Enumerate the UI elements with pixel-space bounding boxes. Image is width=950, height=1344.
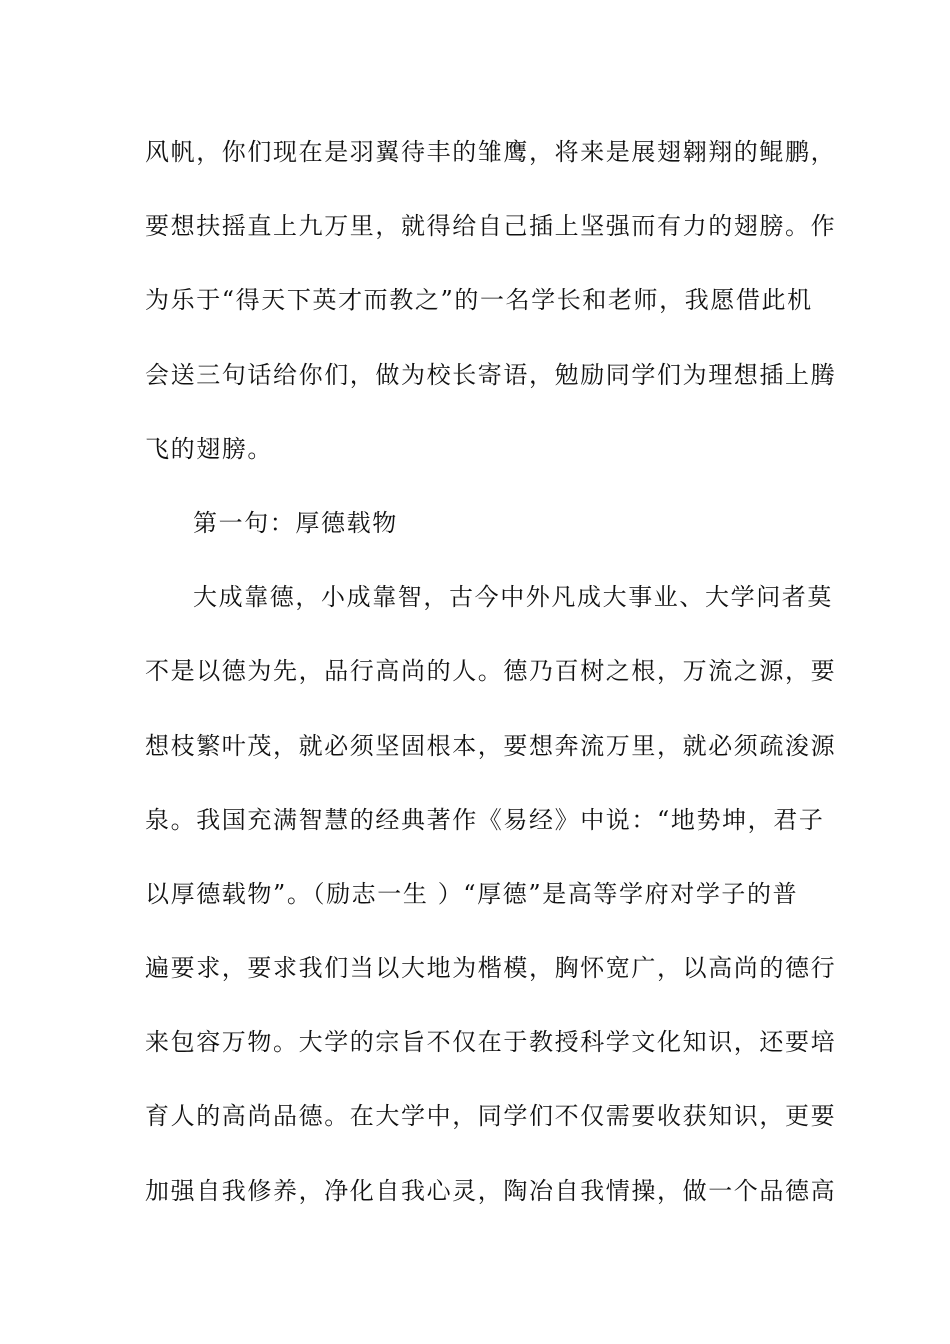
paragraph-line: 会送三句话给你们，做为校长寄语，勉励同学们为理想插上腾	[145, 360, 837, 389]
paragraph-line: 风帆，你们现在是羽翼待丰的雏鹰，将来是展翅翱翔的鲲鹏，	[145, 138, 837, 166]
paragraph-line: 飞的翅膀。	[145, 434, 273, 463]
paragraph-line: 泉。我国充满智慧的经典著作《易经》中说：“地势坤，君子	[145, 805, 825, 834]
paragraph-line: 大成靠德，小成靠智，古今中外凡成大事业、大学问者莫	[193, 583, 833, 612]
paragraph-line: 要想扶摇直上九万里，就得给自己插上坚强而有力的翅膀。作	[145, 212, 837, 241]
paragraph-line: 想枝繁叶茂，就必须坚固根本，要想奔流万里，就必须疏浚源	[145, 731, 837, 760]
document-body	[145, 127, 837, 1240]
paragraph-line: 加强自我修养，净化自我心灵，陶冶自我情操，做一个品德高	[145, 1176, 837, 1205]
paragraph-line: 以厚德载物”。（励志一生 ）“厚德”是高等学府对学子的普	[145, 879, 799, 908]
paragraph-line: 遍要求，要求我们当以大地为楷模，胸怀宽广，以高尚的德行	[145, 954, 837, 983]
paragraph-line: 来包容万物。大学的宗旨不仅在于教授科学文化知识，还要培	[145, 1028, 837, 1057]
paragraph-line: 育人的高尚品德。在大学中，同学们不仅需要收获知识，更要	[145, 1102, 837, 1131]
section-heading: 第一句：厚德载物	[193, 508, 398, 537]
paragraph-line: 为乐于“得天下英才而教之”的一名学长和老师，我愿借此机	[145, 286, 813, 315]
paragraph-line: 不是以德为先，品行高尚的人。德乃百树之根，万流之源，要	[145, 657, 837, 686]
